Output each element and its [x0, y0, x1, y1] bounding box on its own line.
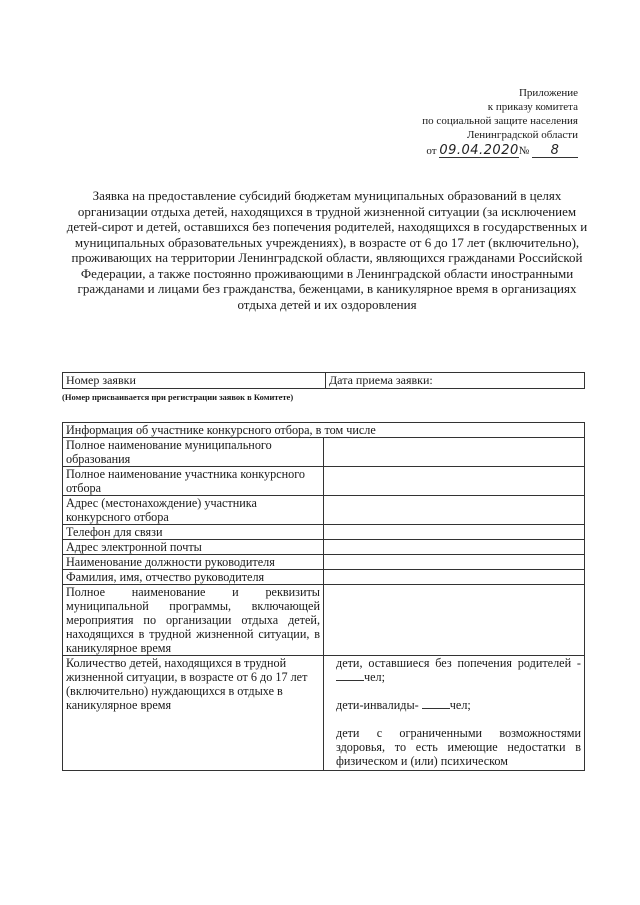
appendix-block — [422, 86, 578, 158]
field-value-cell[interactable] — [324, 438, 585, 467]
field-value-cell[interactable] — [324, 570, 585, 585]
field-label: Полное наименование муниципального образования — [63, 438, 324, 467]
category-orphans: дети, оставшиеся без попечения родителей - чел; — [336, 656, 581, 684]
field-label: Наименование должности руководителя — [63, 555, 324, 570]
application-date-label: Дата приема заявки: — [326, 373, 585, 389]
document-title: Заявка на предоставление субсидий бюджетам муниципальных образований в целях организации отдыха детей, находящихся в трудной жизненной ситуации (за исключением детей-сирот и детей, оставшихся без попечения родителей, находящихся в государственных и муниципальных образовательных учреждениях), в возрасте от 6 до 17 лет (включительно), проживающих на территории Ленинградской области, являющихся гражданами Российской Федерации, а также постоянно проживающими в Ленинградской области иностранными гражданами и лицами без гражданства, беженцами, в каникулярное время в организациях отдыха детей и их оздоровления — [66, 188, 588, 312]
appendix-line: по социальной защите населения — [422, 115, 578, 127]
field-value-cell[interactable] — [324, 540, 585, 555]
field-value-cell[interactable] — [324, 555, 585, 570]
order-number: 8 — [532, 145, 578, 158]
field-value-cell[interactable] — [324, 496, 585, 525]
order-date: 09.04.2020 — [439, 143, 519, 158]
children-categories-cell — [324, 656, 585, 771]
field-label: Адрес электронной почты — [63, 540, 324, 555]
field-value-cell[interactable] — [324, 467, 585, 496]
orphans-count-blank[interactable] — [336, 670, 364, 681]
registration-note: (Номер присваивается при регистрации заявок в Комитете) — [62, 392, 294, 402]
category-limited-health: дети с ограниченными возможностями здоровья, то есть имеющие недостатки в физическом и (или) психическом — [336, 726, 581, 768]
date-prefix: от — [426, 145, 437, 157]
registration-table — [62, 372, 585, 389]
order-date-line — [422, 144, 578, 158]
application-number-label: Номер заявки — [63, 373, 326, 389]
field-value-cell[interactable] — [324, 585, 585, 656]
children-count-label: Количество детей, находящихся в трудной жизненной ситуации, в возрасте от 6 до 17 лет (включительно) нуждающихся в отдыхе в каникулярное время — [63, 656, 324, 771]
disabled-count-blank[interactable] — [422, 698, 450, 709]
appendix-line: к приказу комитета — [487, 101, 578, 113]
field-label: Адрес (местонахождение) участника конкурсного отбора — [63, 496, 324, 525]
field-value-cell[interactable] — [324, 525, 585, 540]
number-sign: № — [518, 145, 530, 157]
field-label: Полное наименование и реквизиты муниципальной программы, включающей мероприятия по организации отдыха детей, находящихся в трудной жизненной ситуации, в каникулярное время — [63, 585, 324, 656]
appendix-line: Ленинградской области — [467, 129, 578, 141]
category-disabled: дети-инвалиды- чел; — [336, 698, 471, 712]
field-label: Телефон для связи — [63, 525, 324, 540]
field-label: Полное наименование участника конкурсного отбора — [63, 467, 324, 496]
participant-info-table — [62, 422, 585, 771]
field-label: Фамилия, имя, отчество руководителя — [63, 570, 324, 585]
appendix-line: Приложение — [518, 87, 578, 99]
table-header: Информация об участнике конкурсного отбора, в том числе — [63, 423, 585, 438]
